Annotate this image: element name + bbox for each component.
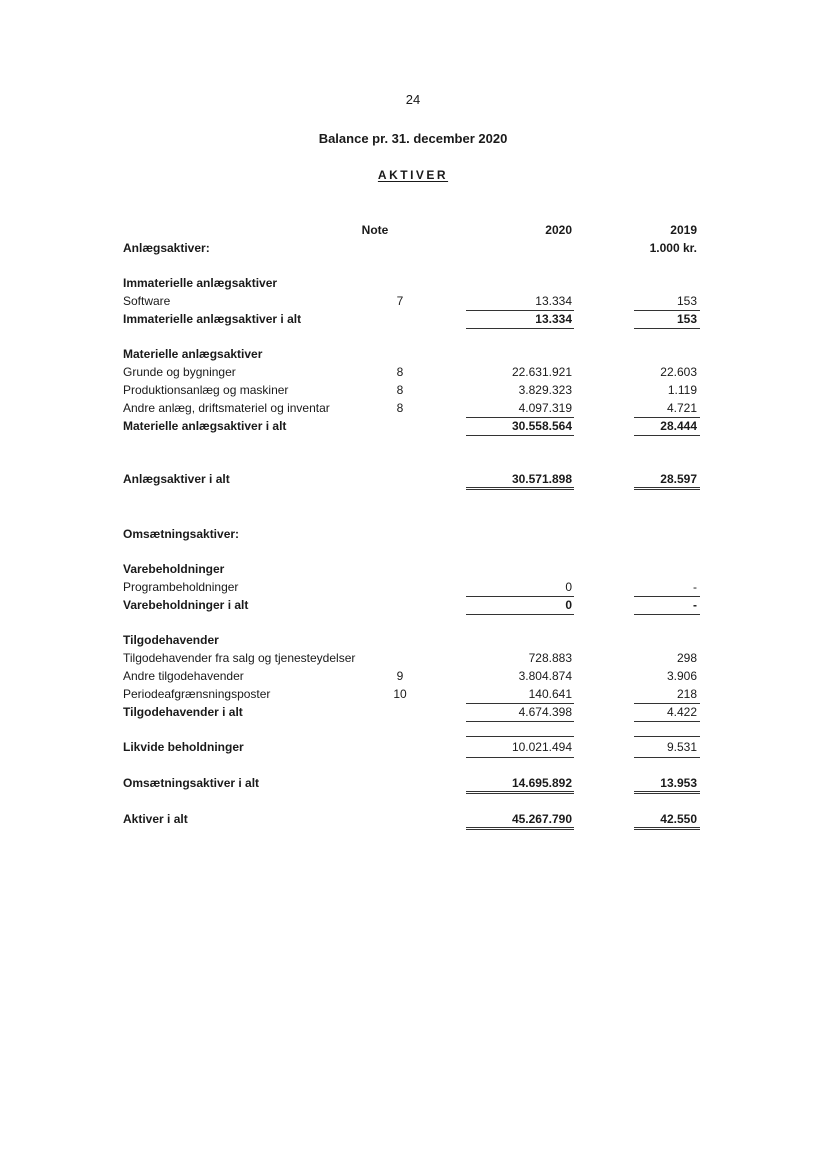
row-note: 7 bbox=[396, 294, 404, 308]
rule-line bbox=[634, 757, 700, 758]
row-label: Produktionsanlæg og maskiner bbox=[123, 383, 289, 397]
row-label: Immaterielle anlægsaktiver i alt bbox=[123, 312, 302, 326]
page-title: Balance pr. 31. december 2020 bbox=[318, 131, 508, 146]
page-number: 24 bbox=[405, 92, 421, 107]
row-value-2019: 1.119 bbox=[667, 383, 697, 397]
row-value-2019: 218 bbox=[676, 687, 697, 701]
row-value-2019: 13.953 bbox=[660, 776, 697, 790]
grand-total-row bbox=[0, 811, 826, 827]
row-label: Materielle anlægsaktiver i alt bbox=[123, 419, 287, 433]
row-value-2019: 153 bbox=[676, 312, 697, 326]
inventory-heading: Varebeholdninger bbox=[123, 562, 225, 576]
rule-line bbox=[466, 757, 574, 758]
row-value-2020: 13.334 bbox=[535, 312, 572, 326]
section-heading bbox=[0, 168, 826, 182]
table-row bbox=[0, 668, 826, 684]
row-value-2019: 4.721 bbox=[666, 401, 697, 415]
rule-line bbox=[634, 328, 700, 329]
section-heading-text: AKTIVER bbox=[377, 168, 449, 182]
row-label: Grunde og bygninger bbox=[123, 365, 236, 379]
table-row bbox=[0, 382, 826, 398]
rule-line bbox=[466, 736, 574, 737]
rule-line bbox=[634, 721, 700, 722]
rule-line bbox=[634, 614, 700, 615]
rule-line bbox=[466, 614, 574, 615]
year-2019-header: 2019 bbox=[670, 223, 697, 237]
row-value-2020: 22.631.921 bbox=[511, 365, 572, 379]
double-rule-line bbox=[634, 487, 700, 490]
row-value-2020: 0 bbox=[565, 598, 572, 612]
prior-year-unit: 1.000 kr. bbox=[649, 241, 697, 255]
rule-line bbox=[466, 721, 574, 722]
row-value-2020: 728.883 bbox=[528, 651, 572, 665]
row-label: Andre tilgodehavender bbox=[123, 669, 244, 683]
fixed-assets-heading: Anlægsaktiver: bbox=[123, 241, 210, 255]
row-value-2019: 28.444 bbox=[660, 419, 697, 433]
intangible-heading: Immaterielle anlægsaktiver bbox=[123, 276, 278, 290]
row-value-2019: 42.550 bbox=[660, 812, 697, 826]
row-label: Periodeafgrænsningsposter bbox=[123, 687, 271, 701]
current-assets-heading-row bbox=[0, 526, 826, 542]
tangible-heading-row bbox=[0, 346, 826, 362]
row-label: Tilgodehavender i alt bbox=[123, 705, 243, 719]
row-note: 8 bbox=[396, 365, 404, 379]
row-value-2020: 45.267.790 bbox=[511, 812, 572, 826]
row-label: Anlægsaktiver i alt bbox=[123, 472, 230, 486]
total-row bbox=[0, 471, 826, 487]
subtotal-row bbox=[0, 311, 826, 327]
inventory-heading-row bbox=[0, 561, 826, 577]
row-label: Likvide beholdninger bbox=[123, 740, 244, 754]
row-label: Programbeholdninger bbox=[123, 580, 239, 594]
row-note: 8 bbox=[396, 383, 404, 397]
row-label: Aktiver i alt bbox=[123, 812, 188, 826]
row-note: 10 bbox=[393, 687, 407, 701]
subtotal-row bbox=[0, 597, 826, 613]
double-rule-line bbox=[634, 791, 700, 794]
row-value-2019: 9.531 bbox=[666, 740, 697, 754]
row-value-2019: 153 bbox=[676, 294, 697, 308]
row-note: 9 bbox=[396, 669, 404, 683]
current-assets-heading: Omsætningsaktiver: bbox=[123, 527, 240, 541]
receivables-heading-row bbox=[0, 632, 826, 648]
table-row bbox=[0, 293, 826, 309]
row-value-2019: 22.603 bbox=[660, 365, 697, 379]
row-value-2019: 3.906 bbox=[666, 669, 697, 683]
table-row bbox=[0, 364, 826, 380]
subtotal-row bbox=[0, 418, 826, 434]
double-rule-line bbox=[466, 827, 574, 830]
year-2020-header: 2020 bbox=[545, 223, 572, 237]
row-value-2020: 140.641 bbox=[528, 687, 572, 701]
table-row bbox=[0, 579, 826, 595]
double-rule-line bbox=[634, 827, 700, 830]
row-value-2019: 28.597 bbox=[660, 472, 697, 486]
total-row bbox=[0, 775, 826, 791]
row-label: Tilgodehavender fra salg og tjenesteydelser bbox=[123, 651, 356, 665]
row-value-2020: 3.829.323 bbox=[518, 383, 572, 397]
row-value-2020: 10.021.494 bbox=[511, 740, 572, 754]
double-rule-line bbox=[466, 487, 574, 490]
column-header-row bbox=[0, 222, 826, 238]
row-note: 8 bbox=[396, 401, 404, 415]
row-value-2020: 0 bbox=[565, 580, 572, 594]
table-row bbox=[0, 650, 826, 666]
row-value-2019: 4.422 bbox=[666, 705, 697, 719]
table-row bbox=[0, 686, 826, 702]
row-value-2019: - bbox=[693, 598, 697, 612]
row-value-2020: 4.674.398 bbox=[518, 705, 572, 719]
row-label: Software bbox=[123, 294, 171, 308]
subtotal-row bbox=[0, 704, 826, 720]
row-value-2020: 3.804.874 bbox=[518, 669, 572, 683]
row-value-2020: 13.334 bbox=[535, 294, 572, 308]
row-value-2020: 30.571.898 bbox=[511, 472, 572, 486]
table-row bbox=[0, 400, 826, 416]
rule-line bbox=[634, 736, 700, 737]
rule-line bbox=[466, 328, 574, 329]
row-value-2020: 30.558.564 bbox=[511, 419, 572, 433]
cash-row bbox=[0, 739, 826, 755]
rule-line bbox=[466, 435, 574, 436]
rule-line bbox=[634, 435, 700, 436]
note-column-header: Note bbox=[361, 223, 389, 237]
double-rule-line bbox=[466, 791, 574, 794]
row-value-2019: - bbox=[693, 580, 697, 594]
row-value-2020: 4.097.319 bbox=[518, 401, 572, 415]
receivables-heading: Tilgodehavender bbox=[123, 633, 219, 647]
row-value-2019: 298 bbox=[676, 651, 697, 665]
row-value-2020: 14.695.892 bbox=[511, 776, 572, 790]
row-label: Andre anlæg, driftsmateriel og inventar bbox=[123, 401, 330, 415]
fixed-assets-heading-row bbox=[0, 240, 826, 256]
row-label: Omsætningsaktiver i alt bbox=[123, 776, 260, 790]
row-label: Varebeholdninger i alt bbox=[123, 598, 249, 612]
intangible-heading-row bbox=[0, 275, 826, 291]
tangible-heading: Materielle anlægsaktiver bbox=[123, 347, 263, 361]
